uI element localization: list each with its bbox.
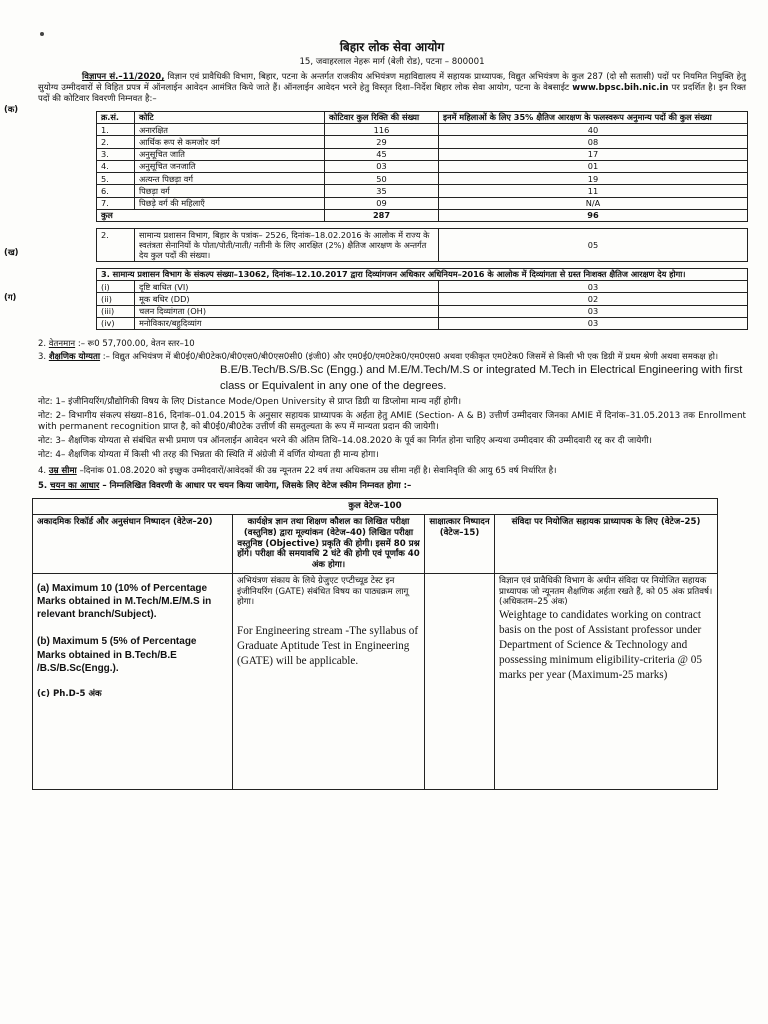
qualification-label: शैक्षणिक योग्यता xyxy=(48,351,101,362)
address: 15, जवाहरलाल नेहरू मार्ग (बेली रोड), पटना – 800001 xyxy=(299,57,485,67)
age-text: –दिनांक 01.08.2020 को इच्छुक उम्मीदवारों/आवेदकों की उम्र न्यूनतम 22 वर्ष तथा अधिकतम उम्र सीमा नहीं है। सेवानिवृति की आयु 65 वर्ष निर्धारित है। xyxy=(79,466,557,477)
qualification-line xyxy=(38,352,746,363)
table-cell: चलन दिव्यांगता (OH) xyxy=(135,305,439,317)
table-cell: 03 xyxy=(439,317,748,329)
academic-c: (c) Ph.D-5 अंक xyxy=(37,689,102,700)
row-number: 2. xyxy=(97,229,135,262)
col-women-reservation: इनमें महिलाओं के लिए 35% क्षैतिज आरक्षण के फलस्वरूप अनुमान्य पदों की कुल संख्या xyxy=(439,111,748,123)
qualification-text: :– विद्युत अभियंत्रण में बी0ई0/बी0टेक0/बी0एस0/बी0एस0सी0 (इंजी0) और एम0ई0/एम0टेक0/एम0एस0 अथवा एकीकृत एम0टेक0 जिसमें से किसी भी एक डिग्री में प्रथम श्रेणी अथवा समकक्ष हो। xyxy=(102,351,719,362)
table-cell: (i) xyxy=(97,281,135,293)
age-limit-line xyxy=(38,466,746,477)
written-header: कार्यक्षेत्र ज्ञान तथा शिक्षण कौशल का लिखित परीक्षा (वस्तुनिष्ठ) द्वारा मूल्यांकन (वेटेज–40) लिखित परीक्षा वस्तुनिष्ठ (Objective) प्रकृति की होगी। इसमें 80 प्रश्न होंगे। परीक्षा की समयावधि 2 घंटे की होगी एवं पूर्णांक 40 अंक होगा। xyxy=(233,515,425,574)
age-num: 4. xyxy=(38,466,47,477)
note-3: नोट: 3– शैक्षणिक योग्यता से संबंधित सभी प्रमाण पत्र ऑनलाईन आवेदन भरने की अंतिम तिथि–14.08.2020 के पूर्व का निर्गत होना चाहिए अन्यथा उम्मीदवार की उम्मीदवारी रद्द कर दी जायेगी। xyxy=(38,436,652,447)
table-heading-row xyxy=(97,268,748,280)
table-cell: 1. xyxy=(97,124,135,136)
age-label: उम्र सीमा xyxy=(48,466,77,477)
pay-scale-line xyxy=(38,339,746,350)
table-cell: 03 xyxy=(325,160,439,172)
table-row xyxy=(97,229,748,262)
note-1: नोट: 1– इंजीनियरिंग/प्रौद्योगिकी विषय के लिए Distance Mode/Open University से प्राप्त डिग्री या डिप्लोमा मान्य नहीं होगी। xyxy=(38,397,462,408)
table-cell: अनुसूचित जनजाति xyxy=(135,160,325,172)
table-cell: 03 xyxy=(439,281,748,293)
vacancy-table-body xyxy=(97,124,748,222)
qualification-num: 3. xyxy=(38,351,47,362)
contract-header: संविदा पर नियोजित सहायक प्राध्यापक के लिए (वेटेज–25) xyxy=(495,515,718,574)
qualification-english: B.E/B.Tech/B.S/B.Sc (Engg.) and M.E/M.Tech/M.S or integrated M.Tech in Electrical Engineering with first class or Equivalent in any one of the degrees. xyxy=(220,364,743,393)
table-row xyxy=(97,317,748,329)
table-row xyxy=(97,160,748,172)
table-cell: 08 xyxy=(439,136,748,148)
table-cell: 09 xyxy=(325,197,439,209)
contract-details xyxy=(495,573,718,789)
table-cell: 6. xyxy=(97,185,135,197)
written-hindi: अभियंत्रण संकाय के लिये ग्रेजुएट एप्टीच्यूड टेस्ट इन इंजीनियरिंग (GATE) संबंधित विषय का पाठ्यक्रम लागू होगा। xyxy=(237,575,409,608)
table-row xyxy=(97,148,748,160)
total-row xyxy=(97,209,748,221)
section-mark-b: (ख) xyxy=(4,247,19,257)
table-header-row xyxy=(97,111,748,123)
weightage-total: कुल वेटेज–100 xyxy=(33,499,718,515)
table-cell: 19 xyxy=(439,173,748,185)
table-row xyxy=(97,281,748,293)
table-cell: (ii) xyxy=(97,293,135,305)
advertisement-number: विज्ञापन सं.–11/2020, xyxy=(82,71,165,82)
section-mark-a: (क) xyxy=(4,104,19,114)
vacancy-table xyxy=(96,111,748,222)
table-cell: (iii) xyxy=(97,305,135,317)
written-english: For Engineering stream -The syllabus of Graduate Aptitude Test in Engineering (GATE) will be applicable. xyxy=(237,625,419,668)
table-cell: N/A xyxy=(439,197,748,209)
disability-table-body xyxy=(97,281,748,330)
table-cell: 4. xyxy=(97,160,135,172)
note-2: नोट: 2– विभागीय संकल्प संख्या–816, दिनांक–01.04.2015 के अनुसार सहायक प्राध्यापक के अर्हता हेतु AMIE (Section- A & B) उत्तीर्ण उम्मीदवार जिनका AMIE में दिनांक–31.05.2013 तक Enrollment with permanent recognition प्राप्त है, को बी0ई0/बी0टेक उत्तीर्ण की समतुल्यता के रूप में मान्यता प्रदान की जायेगी। xyxy=(38,410,746,433)
row-value: 05 xyxy=(439,229,748,262)
table-row xyxy=(97,173,748,185)
disability-table xyxy=(96,268,748,330)
table-cell: 17 xyxy=(439,148,748,160)
table-cell: 50 xyxy=(325,173,439,185)
total-cell: 287 xyxy=(325,209,439,221)
written-details xyxy=(233,573,425,789)
table-cell: मनोविकार/बहुदिव्यांग xyxy=(135,317,439,329)
scan-speck xyxy=(40,32,44,36)
contract-english: Weightage to candidates working on contract basis on the post of Assistant professor under Department of Science & Technology and possessing minimum eligibility-criteria @ 05 marks per year (Maximum-25 marks) xyxy=(499,609,702,682)
table-cell: 01 xyxy=(439,160,748,172)
table-row xyxy=(97,197,748,209)
total-cell: कुल xyxy=(97,209,325,221)
table-row xyxy=(97,136,748,148)
table-cell: दृष्टि बाधित (VI) xyxy=(135,281,439,293)
interview-details xyxy=(425,573,495,789)
weightage-total-row xyxy=(33,499,718,515)
academic-a: (a) Maximum 10 (10% of Percentage Marks obtained in M.Tech/M.E/M.S in relevant branch/Subject). xyxy=(37,582,212,621)
table-row xyxy=(97,185,748,197)
weightage-detail-row xyxy=(33,573,718,789)
col-serial: क्र.सं. xyxy=(97,111,135,123)
table-cell: (iv) xyxy=(97,317,135,329)
advertisement-text: विज्ञान एवं प्रावैधिकी विभाग, बिहार, पटना के अन्तर्गत राजकीय अभियंत्रण महाविद्यालय में सहायक प्राध्यापक, विद्युत अभियंत्रण के कुल 287 (दो सौ सतासी) पदों पर नियमित नियुक्ति हेतु सुयोग्य उम्मीदवारों से विहित प्रपत्र में ऑनलाईन आवेदन आमंत्रित किये जाते हैं। ऑनलाईन आवेदन भरने हेतु विस्तृत दिशा–निर्देश बिहार लोक सेवा आयोग, पटना के वेबसाईट xyxy=(38,71,747,93)
table-cell: 2. xyxy=(97,136,135,148)
disability-heading: 3. सामान्य प्रशासन विभाग के संकल्प संख्या–13062, दिनांक–12.10.2017 द्वारा दिव्यांगजन अधिकार अधिनियम–2016 के आलोक में दिव्यांगता से ग्रस्त निःशक्त क्षैतिज आरक्षण देय होगा। xyxy=(97,268,748,280)
table-cell: अनारक्षित xyxy=(135,124,325,136)
table-cell: 45 xyxy=(325,148,439,160)
col-vacancies: कोटिवार कुल रिक्ति की संख्या xyxy=(325,111,439,123)
table-row xyxy=(97,293,748,305)
freedom-fighter-table xyxy=(96,228,748,262)
advertisement-paragraph xyxy=(38,72,746,105)
table-cell: 7. xyxy=(97,197,135,209)
table-cell: अत्यन्त पिछड़ा वर्ग xyxy=(135,173,325,185)
table-cell: 35 xyxy=(325,185,439,197)
table-cell: मूक बधिर (DD) xyxy=(135,293,439,305)
selection-label: चयन का आधार xyxy=(50,480,100,491)
website-link[interactable]: www.bpsc.bih.nic.in xyxy=(572,82,669,93)
academic-b: (b) Maximum 5 (5% of Percentage Marks obtained in B.Tech/B.E /B.S/B.Sc(Engg.). xyxy=(37,636,197,674)
pay-num: 2. xyxy=(38,339,47,350)
note-4: नोट: 4– शैक्षणिक योग्यता में किसी भी तरह की भिन्नता की स्थिति में अंग्रेजी में वर्णित योग्यता ही मान्य होगा। xyxy=(38,449,379,460)
table-cell: पिछड़ा वर्ग xyxy=(135,185,325,197)
table-cell: पिछड़े वर्ग की महिलाएँ xyxy=(135,197,325,209)
contract-hindi: विज्ञान एवं प्रावैधिकी विभाग के अधीन संविदा पर नियोजित सहायक प्राध्यापक जो न्यूनतम शैक्षणिक अर्हता रखते हैं, को 05 अंक प्रतिवर्ष। (अधिकतम–25 अंक) xyxy=(499,575,713,608)
section-mark-c: (ग) xyxy=(4,292,17,302)
selection-text: – निम्नलिखित विवरणी के आधार पर चयन किया जायेगा, जिसके लिए वेटेज स्कीम निम्नवत होगा :– xyxy=(102,480,412,491)
total-cell: 96 xyxy=(439,209,748,221)
table-cell: 3. xyxy=(97,148,135,160)
weightage-header-row xyxy=(33,515,718,574)
table-cell: अनुसूचित जाति xyxy=(135,148,325,160)
page-title: बिहार लोक सेवा आयोग xyxy=(339,40,445,54)
weightage-table xyxy=(32,498,718,789)
interview-header: साक्षात्कार निष्पादन (वेटेज–15) xyxy=(425,515,495,574)
table-cell: 02 xyxy=(439,293,748,305)
advertisement-text-end: पर प्रदर्शित है। इन रिक्त पदों की कोटिवार विवरणी निम्नवत है:– xyxy=(38,82,747,104)
selection-num: 5. xyxy=(38,480,48,491)
col-category: कोटि xyxy=(135,111,325,123)
table-cell: 116 xyxy=(325,124,439,136)
selection-line xyxy=(38,481,746,492)
table-cell: आर्थिक रूप से कमजोर वर्ग xyxy=(135,136,325,148)
table-cell: 29 xyxy=(325,136,439,148)
table-cell: 40 xyxy=(439,124,748,136)
table-cell: 5. xyxy=(97,173,135,185)
academic-details xyxy=(33,573,233,789)
pay-text: :– रू0 57,700.00, वेतन स्तर–10 xyxy=(77,339,195,350)
table-row xyxy=(97,305,748,317)
academic-header: अकादमिक रिकॉर्ड और अनुसंधान निष्पादन (वेटेज–20) xyxy=(33,515,233,574)
table-cell: 03 xyxy=(439,305,748,317)
pay-label: वेतनमान xyxy=(48,339,76,350)
table-cell: 11 xyxy=(439,185,748,197)
table-row xyxy=(97,124,748,136)
row-text: सामान्य प्रशासन विभाग, बिहार के पत्रांक– 2526, दिनांक–18.02.2016 के आलोक में राज्य के स्वतंत्रता सेनानियों के पोता/पोती/नाती/ नतीनी के लिए आरक्षित (2%) क्षैतिज आरक्षण के अन्तर्गत देय कुल पदों की संख्या। xyxy=(135,229,439,262)
